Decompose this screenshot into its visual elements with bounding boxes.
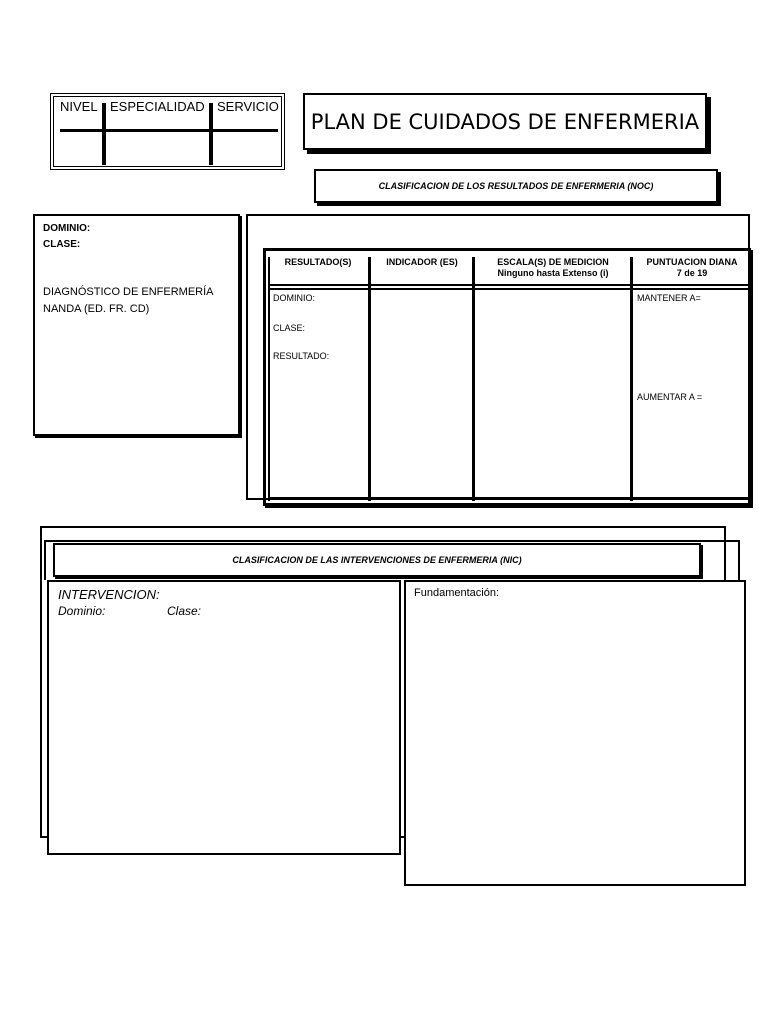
dominio-label: DOMINIO: xyxy=(43,223,91,234)
diagnosis-box[interactable] xyxy=(33,214,240,436)
especialidad-field[interactable] xyxy=(109,137,207,161)
intervention-box[interactable] xyxy=(47,580,401,855)
diagnostico-line2: NANDA (ED. FR. CD) xyxy=(43,303,150,315)
row-dominio-label: DOMINIO: xyxy=(273,293,315,303)
puntuacion-col-header xyxy=(634,257,750,278)
header-col-divider-2 xyxy=(209,103,213,165)
indicador-col-header: INDICADOR (ES) xyxy=(386,257,458,267)
resultado-cell[interactable] xyxy=(272,369,366,493)
header-divider xyxy=(60,129,278,132)
row-resultado-label: RESULTADO: xyxy=(273,351,330,361)
especialidad-label: ESPECIALIDAD xyxy=(110,99,205,114)
indicador-cell[interactable] xyxy=(374,293,470,493)
noc-title: CLASIFICACION DE LOS RESULTADOS DE ENFERMERIA (NOC) xyxy=(378,181,654,191)
nic-header-box xyxy=(53,543,701,577)
mantener-label: MANTENER A= xyxy=(637,293,701,303)
clase-label: CLASE: xyxy=(43,239,81,250)
nivel-label: NIVEL xyxy=(60,99,98,114)
escala-header-line1: ESCALA(S) DE MEDICION xyxy=(497,257,609,267)
intervention-clase-label: Clase: xyxy=(167,604,202,618)
escala-header-line2: Ninguno hasta Extenso (i) xyxy=(497,268,609,278)
resultado-col-header: RESULTADO(S) xyxy=(284,257,352,267)
puntuacion-header-line1: PUNTUACION DIANA xyxy=(646,257,738,267)
diagnostico-line1: DIAGNÓSTICO DE ENFERMERÍA xyxy=(43,286,214,298)
header-underline-2 xyxy=(270,288,748,290)
col-divider-3 xyxy=(630,257,633,501)
row-clase-label: CLASE: xyxy=(273,323,306,333)
intervention-title: INTERVENCION: xyxy=(58,587,160,602)
page-title: PLAN DE CUIDADOS DE ENFERMERIA xyxy=(310,109,700,134)
header-col-divider-1 xyxy=(102,103,106,165)
col-divider-2 xyxy=(472,257,475,501)
col-divider-1 xyxy=(368,257,371,501)
puntuacion-header-line2: 7 de 19 xyxy=(676,268,708,278)
diagnostico-text xyxy=(43,284,233,318)
intervention-dominio-label: Dominio: xyxy=(58,604,106,618)
servicio-field[interactable] xyxy=(216,137,278,161)
noc-header-box xyxy=(314,169,718,203)
fundamentacion-label: Fundamentación: xyxy=(414,587,499,599)
header-info-table xyxy=(50,93,285,170)
nivel-field[interactable] xyxy=(58,137,102,161)
col-divider-left xyxy=(268,257,270,501)
fundamentacion-box[interactable] xyxy=(404,580,746,886)
nic-title: CLASIFICACION DE LAS INTERVENCIONES DE ENFERMERIA (NIC) xyxy=(232,555,522,565)
header-underline-1 xyxy=(270,284,748,286)
results-table xyxy=(263,248,751,506)
page-title-box xyxy=(303,93,707,150)
escala-cell[interactable] xyxy=(478,293,628,493)
table-bottom-line xyxy=(270,497,748,499)
servicio-label: SERVICIO xyxy=(217,99,279,114)
escala-col-header xyxy=(476,257,630,278)
aumentar-label: AUMENTAR A = xyxy=(637,392,703,402)
